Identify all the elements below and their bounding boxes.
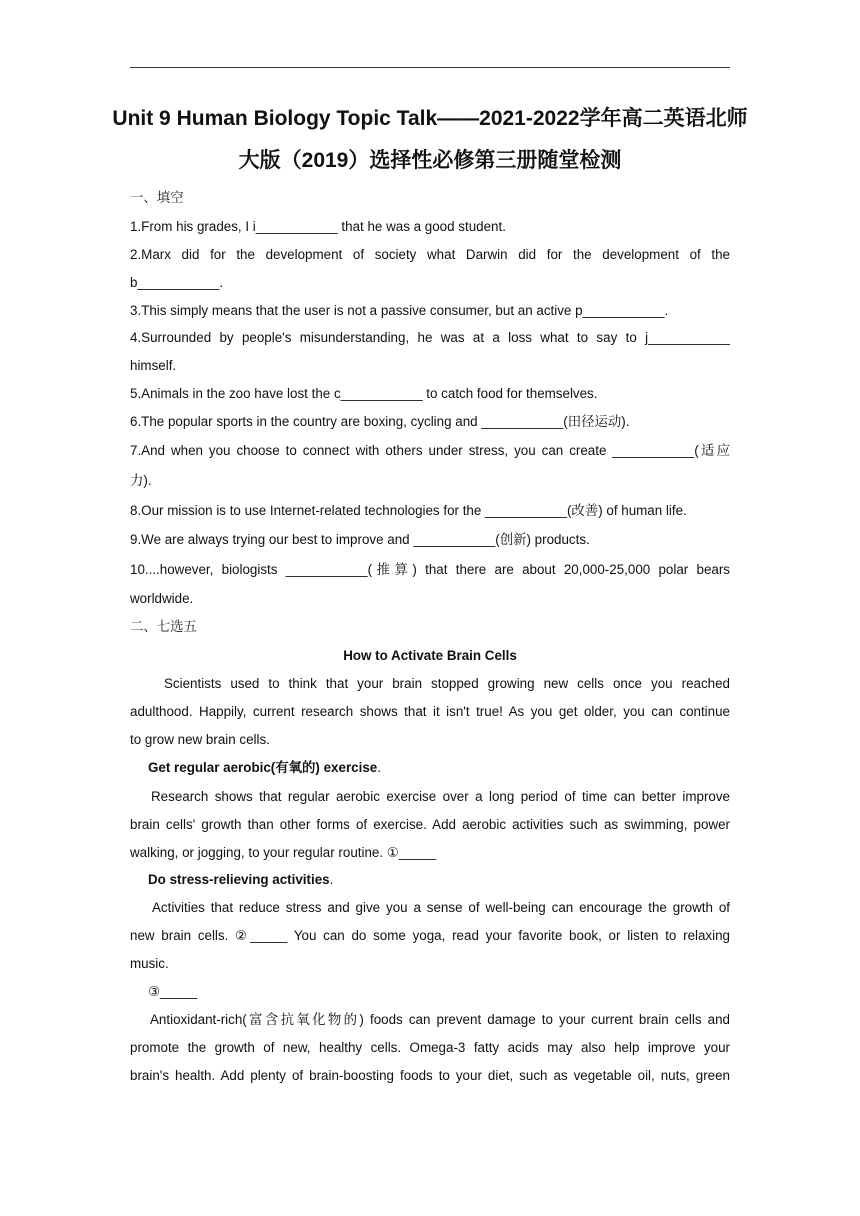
question-line: 2.Marx did for the development of society what Darwin did for the development of the xyxy=(130,247,730,262)
header-rule xyxy=(130,67,730,68)
question-line: 力). xyxy=(130,473,152,488)
question-line: himself. xyxy=(130,358,177,373)
question-line: b___________. xyxy=(130,275,224,290)
subheading-text: Do stress-relieving activities xyxy=(148,872,330,887)
passage-title: How to Activate Brain Cells xyxy=(343,648,517,663)
passage-line: Scientists used to think that your brain stopped growing new cells once you reached xyxy=(164,676,730,691)
section2-heading: 二、七选五 xyxy=(130,619,197,634)
passage-line: Antioxidant-rich(富含抗氧化物的) foods can prevent damage to your current brain cells and xyxy=(150,1012,730,1027)
subheading-text: Get regular aerobic(有氧的) exercise xyxy=(148,760,378,775)
doc-title-line2: 大版（2019）选择性必修第三册随堂检测 xyxy=(238,149,622,172)
doc-title-line1: Unit 9 Human Biology Topic Talk——2021-2022学年高二英语北师 xyxy=(112,107,748,130)
passage-line: Activities that reduce stress and give you a sense of well-being can encourage the growth of xyxy=(152,900,730,915)
question-line: 8.Our mission is to use Internet-related technologies for the ___________(改善) of human life. xyxy=(130,503,687,518)
question-line: 10....however, biologists ___________(推算) that there are about 20,000-25,000 polar bears xyxy=(130,562,730,577)
subheading-aerobic xyxy=(130,758,730,778)
passage-line: adulthood. Happily, current research shows that it isn't true! As you get older, you can continue xyxy=(130,704,730,719)
passage-line: promote the growth of new, healthy cells. Omega-3 fatty acids may also help improve your xyxy=(130,1040,730,1055)
question-line: 1.From his grades, I i___________ that he was a good student. xyxy=(130,219,506,234)
subheading-period: . xyxy=(329,872,334,887)
passage-line: new brain cells. ②_____ You can do some yoga, read your favorite book, or listen to relaxing xyxy=(130,928,730,943)
subheading-stress xyxy=(130,870,730,890)
passage-line: to grow new brain cells. xyxy=(130,732,270,747)
passage-line: music. xyxy=(130,956,169,971)
question-line: 7.And when you choose to connect with others under stress, you can create ___________(适应 xyxy=(130,443,730,458)
passage-line: brain's health. Add plenty of brain-boosting foods to your diet, such as vegetable oil, nuts, green xyxy=(130,1068,730,1083)
passage-line: Research shows that regular aerobic exercise over a long period of time can better improve xyxy=(151,789,730,804)
question-line: 3.This simply means that the user is not a passive consumer, but an active p___________. xyxy=(130,303,669,318)
passage-line: brain cells' growth than other forms of exercise. Add aerobic activities such as swimming, power xyxy=(130,817,730,832)
question-line: worldwide. xyxy=(130,591,194,606)
blank-line-3: ③_____ xyxy=(148,984,198,999)
question-line: 5.Animals in the zoo have lost the c___________ to catch food for themselves. xyxy=(130,386,598,401)
question-line: 6.The popular sports in the country are boxing, cycling and ___________(田径运动). xyxy=(130,414,630,429)
section1-heading: 一、填空 xyxy=(130,190,184,205)
question-line: 4.Surrounded by people's misunderstanding, he was at a loss what to say to j___________ xyxy=(130,330,730,345)
question-line: 9.We are always trying our best to improve and ___________(创新) products. xyxy=(130,532,590,547)
subheading-period: . xyxy=(377,760,381,775)
passage-line: walking, or jogging, to your regular routine. ①_____ xyxy=(130,845,437,860)
